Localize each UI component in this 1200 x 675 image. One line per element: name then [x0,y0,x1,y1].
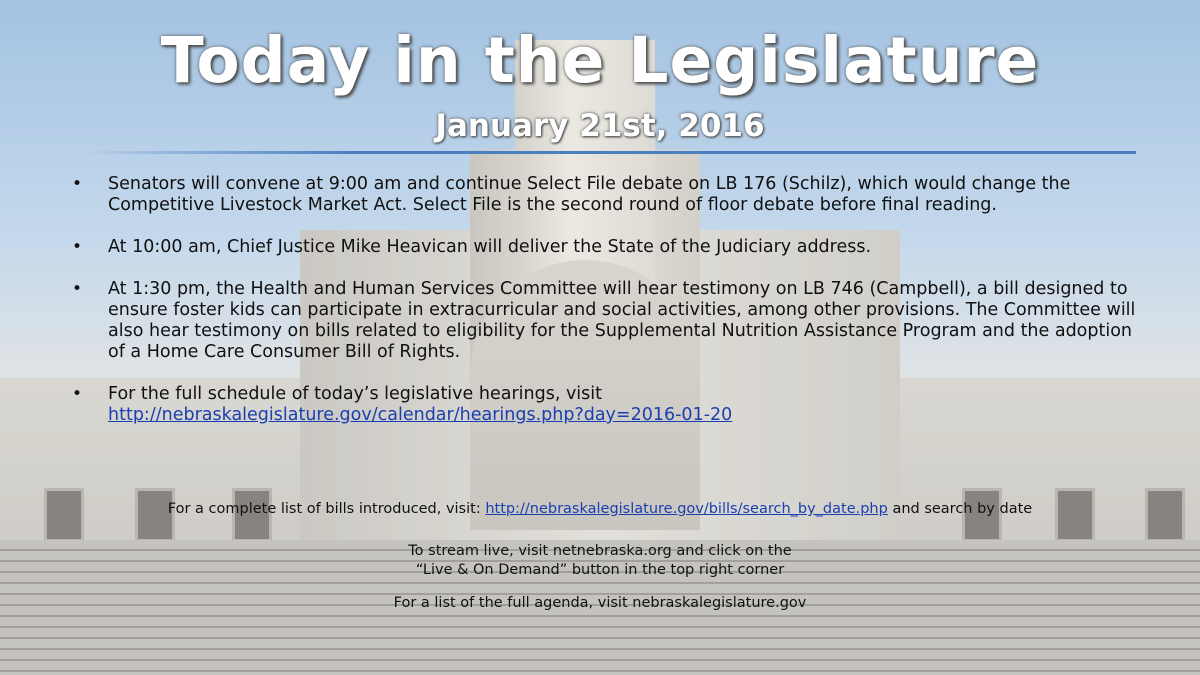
bullet-item [70,174,1140,216]
bills-note-prefix: For a complete list of bills introduced, visit: [167,501,481,517]
title-divider [86,151,1136,154]
bills-list-note [0,500,1200,519]
page-date: January 21st, 2016 [435,108,765,144]
bills-note-suffix: and search by date [892,501,1033,517]
bullet-text: At 10:00 am, Chief Justice Mike Heavican will deliver the State of the Judiciary address. [108,237,872,257]
bullet-icon: • [72,384,83,404]
stream-note [0,542,1200,580]
bullet-icon: • [72,174,83,194]
bullet-text: Senators will convene at 9:00 am and continue Select File debate on LB 176 (Schilz), which would change the Competitive Livestock Market Act. Select File is the second round of floor debate before final reading. [108,174,1071,215]
bullet-item [70,279,1140,363]
bullet-icon: • [72,237,83,257]
hearings-schedule-link[interactable]: http://nebraskalegislature.gov/calendar/hearings.php?day=2016-01-20 [108,405,733,425]
stream-note-line1: To stream live, visit netnebraska.org and click on the [408,543,792,559]
stream-note-line2: “Live & On Demand” button in the top right corner [415,562,785,578]
bullet-item [70,384,1140,426]
bullet-text: For the full schedule of today’s legislative hearings, visit [108,384,602,404]
agenda-bullet-list [70,174,1140,446]
page-title: Today in the Legislature [160,24,1040,97]
agenda-note: For a list of the full agenda, visit nebraskalegislature.gov [393,595,807,611]
bullet-item [70,237,1140,258]
bills-search-link[interactable]: http://nebraskalegislature.gov/bills/search_by_date.php [485,501,888,517]
bullet-text: At 1:30 pm, the Health and Human Services Committee will hear testimony on LB 746 (Campbell), a bill designed to ensure foster kids can participate in extracurricular and social activities, among other provisions. The Committee will also hear testimony on bills related to eligibility for the Supplemental Nutrition Assistance Program and the adoption of a Home Care Consumer Bill of Rights. [108,279,1136,362]
bullet-icon: • [72,279,83,299]
